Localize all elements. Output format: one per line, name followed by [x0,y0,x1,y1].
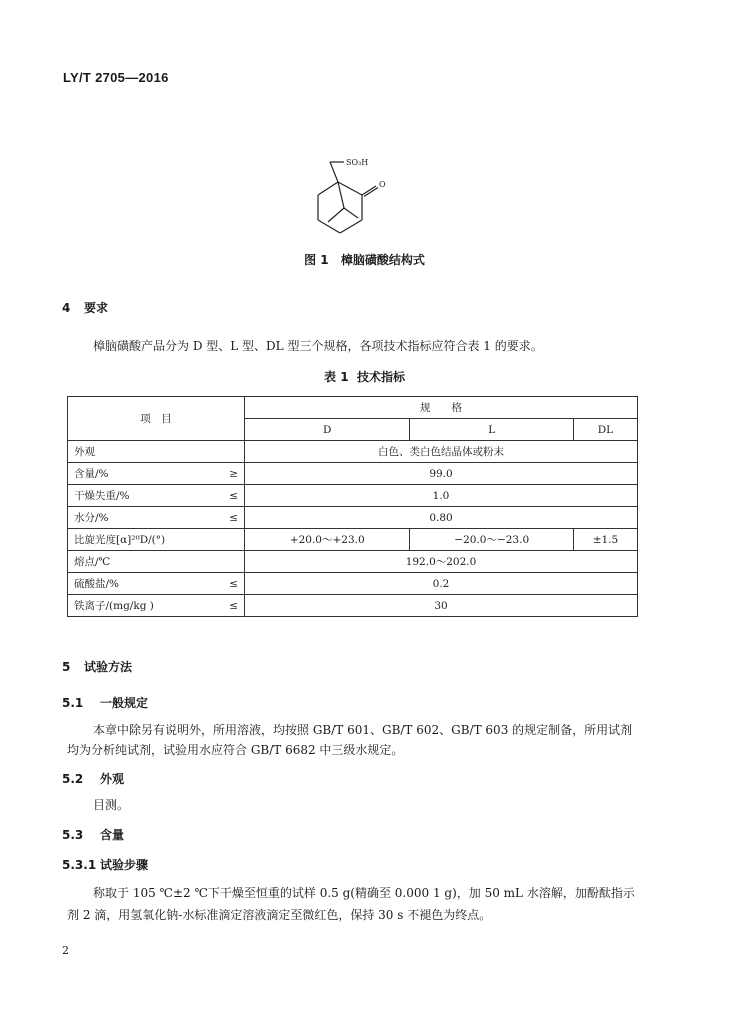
section-5-1-body-line-2: 均为分析纯试剂，试验用水应符合 GB/T 6682 中三级水规定。 [67,743,404,757]
standard-code-header: LY/T 2705—2016 [63,70,169,85]
row-value-dl: ±1.5 [573,529,637,551]
row-value: 30 [245,595,638,617]
section-number: 5.3.1 [62,858,97,872]
section-number: 4 [62,301,71,315]
row-label: 熔点/℃ [68,551,245,573]
section-5-2-heading [62,770,124,787]
row-label: 水分/% [68,507,211,529]
section-5-3-heading [62,826,124,843]
table-row [68,529,638,551]
row-value: 1.0 [245,485,638,507]
camphorsulfonic-acid-structure [300,138,410,243]
section-5-2-body: 目测。 [93,798,130,812]
table-row [68,507,638,529]
section-title: 含量 [100,828,125,842]
table-row [68,595,638,617]
row-label: 硫酸盐/% [68,573,211,595]
section-4-body: 樟脑磺酸产品分为 D 型、L 型、DL 型三个规格，各项技术指标应符合表 1 的要求。 [93,339,543,353]
section-number: 5.2 [62,772,84,786]
sulfo-group-label: SO₃H [346,158,369,167]
section-title: 要求 [84,301,109,315]
row-label: 含量/% [68,463,211,485]
row-value: 0.2 [245,573,638,595]
header-spec-d: D [245,419,410,441]
header-spec: 规 格 [245,397,638,419]
technical-indicators-table [67,396,638,617]
row-symbol: ≥ [211,463,245,485]
row-value-d: +20.0～+23.0 [245,529,410,551]
section-title: 试验步骤 [100,858,149,872]
row-label: 比旋光度[α]²⁰D/(°) [68,529,245,551]
row-label: 干燥失重/% [68,485,211,507]
row-value: 白色、类白色结晶体或粉末 [245,441,638,463]
carbonyl-oxygen-label: O [379,180,386,189]
table-caption [0,368,729,385]
row-value-l: −20.0～−23.0 [410,529,574,551]
row-value: 99.0 [245,463,638,485]
table-row [68,551,638,573]
figure-title: 樟脑磺酸结构式 [340,253,425,267]
section-title: 试验方法 [84,660,133,674]
row-value: 0.80 [245,507,638,529]
section-title: 一般规定 [100,696,149,710]
section-5-1-body-line-1: 本章中除另有说明外，所用溶液，均按照 GB/T 601、GB/T 602、GB/T 603 的规定制备，所用试剂 [93,723,633,737]
table-title: 技术指标 [356,370,405,384]
section-5-heading [62,658,132,675]
figure-caption [0,251,729,268]
section-4-heading [62,299,108,316]
table-row [68,573,638,595]
section-5-3-1-body-line-2: 剂 2 滴，用氢氧化钠-水标准滴定溶液滴定至微红色，保持 30 s 不褪色为终点。 [67,908,492,922]
header-spec-l: L [410,419,574,441]
section-number: 5 [62,660,71,674]
table-row [68,485,638,507]
section-5-3-1-body-line-1: 称取于 105 ℃±2 ℃下干燥至恒重的试样 0.5 g(精确至 0.000 1 g)，加 50 mL 水溶解，加酚酞指示 [93,886,635,900]
section-title: 外观 [100,772,125,786]
table-row [68,463,638,485]
row-label: 铁离子/(mg/kg ) [68,595,211,617]
header-item: 项 目 [68,397,245,441]
row-label: 外观 [68,441,245,463]
table-number: 表 1 [324,370,349,384]
section-5-1-heading [62,694,148,711]
header-spec-dl: DL [573,419,637,441]
table-header-row [68,397,638,419]
row-symbol: ≤ [211,507,245,529]
page-number: 2 [62,944,69,957]
row-value: 192.0～202.0 [245,551,638,573]
row-symbol: ≤ [211,485,245,507]
figure-number: 图 1 [304,253,329,267]
section-number: 5.1 [62,696,84,710]
section-5-3-1-heading [62,856,148,873]
table-row [68,441,638,463]
row-symbol: ≤ [211,573,245,595]
section-number: 5.3 [62,828,84,842]
row-symbol: ≤ [211,595,245,617]
